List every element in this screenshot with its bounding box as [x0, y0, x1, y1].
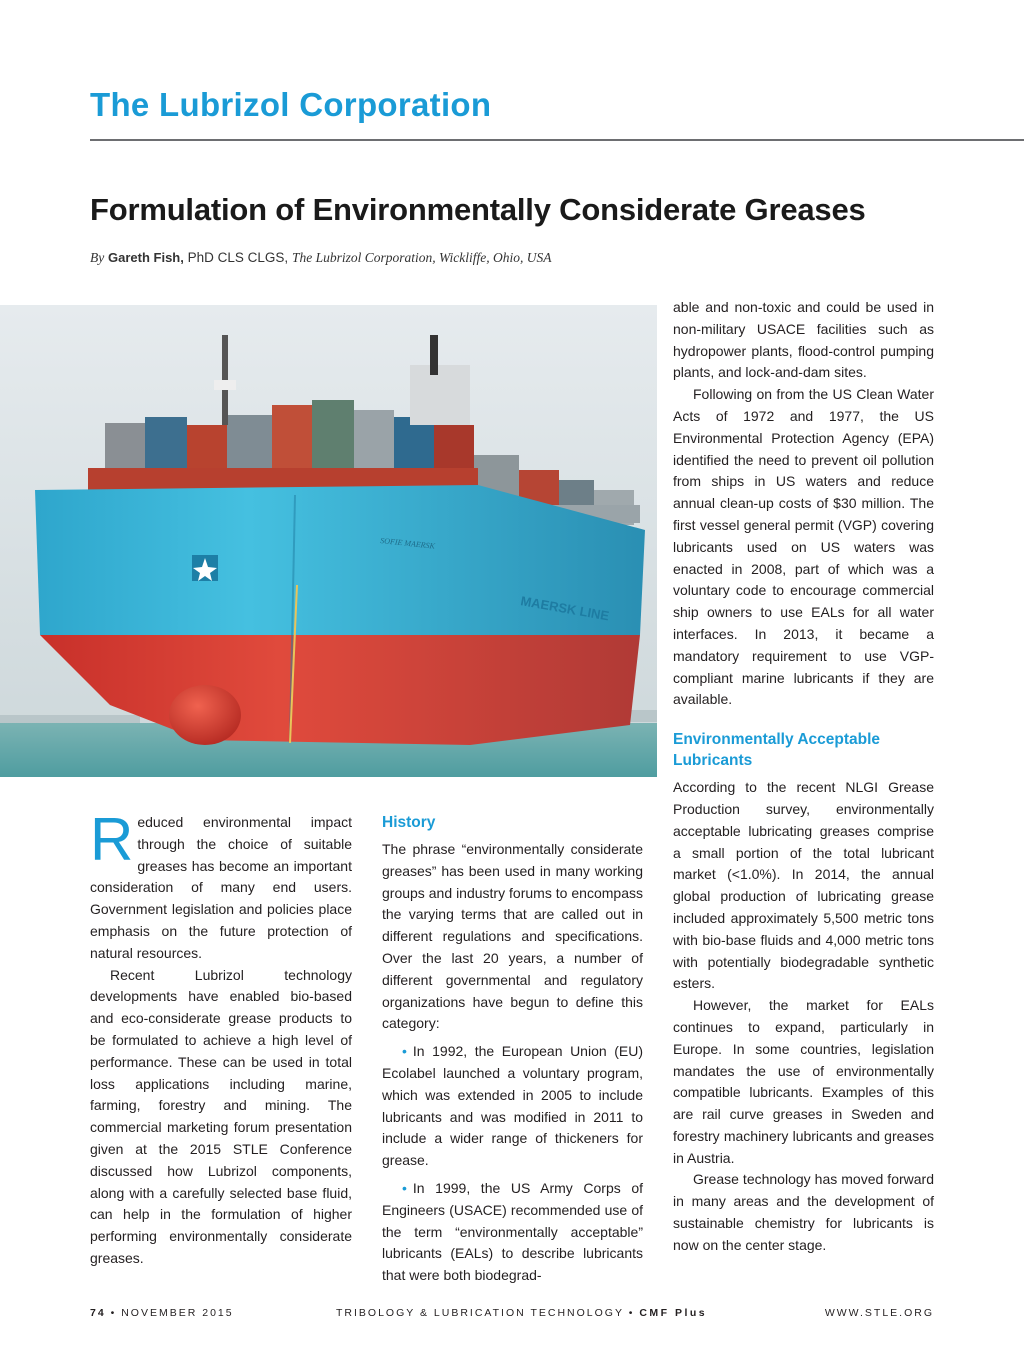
body-paragraph: According to the recent NLGI Grease Production survey, environmentally acceptable lubricating greases comprise a small portion of the total lubricant market (<1.0%). In 2014, the annual global production of lubricating grease included approximately 5,500 metric tons with bio-base fluids and 4,000 metric tons with potentially biodegradable synthetic esters. — [673, 779, 934, 992]
byline-affiliation: The Lubrizol Corporation, Wickliffe, Ohio, USA — [291, 250, 552, 265]
company-title: The Lubrizol Corporation — [90, 86, 492, 123]
body-paragraph: Grease technology has moved forward in many areas and the development of sustainable chemistry for lubricants is now on the center stage. — [673, 1171, 934, 1253]
hull-lettering: MAERSK LINE — [519, 593, 611, 624]
footer-left — [90, 1307, 234, 1319]
container-ship-photo — [0, 305, 657, 777]
footer-center — [336, 1307, 707, 1319]
footer-separator: • — [110, 1307, 117, 1319]
page-number: 74 — [90, 1307, 106, 1319]
issue-date: NOVEMBER 2015 — [121, 1307, 234, 1319]
byline-credentials: PhD CLS CLGS, — [187, 250, 289, 265]
body-paragraph: However, the market for EALs continues to expand, particularly in Europe. In some countries, legislation mandates the use of environmentally compatible lubricants. Examples of this are rail curve greases in Sweden and forestry machinery lubricants and greases in Austria. — [673, 997, 934, 1166]
byline-author: Gareth Fish, — [108, 250, 184, 265]
footer-separator: • — [628, 1307, 635, 1319]
header-divider — [90, 139, 1024, 141]
bullet-icon: • — [402, 1179, 407, 1196]
body-paragraph: able and non-toxic and could be used in non-military USACE facilities such as hydropower plants, flood-control pumping plants, and lock-and-dam sites. — [673, 299, 934, 381]
bullet-item: • In 1992, the European Union (EU) Ecolabel launched a voluntary program, which was extended in 2005 to include lubricants and was modified in 2011 to include a wider range of thickeners for grease. — [382, 1043, 643, 1169]
article-title: Formulation of Environmentally Considerate Greases — [90, 192, 866, 227]
column-2 — [382, 812, 643, 1287]
column-1 — [90, 806, 352, 1270]
section-heading-eal: Environmentally Acceptable Lubricants — [673, 731, 881, 770]
bullet-item: • In 1999, the US Army Corps of Engineers (USACE) recommended use of the term “environmentally acceptable” lubricants (EALs) to describe lubricants that were both biodegrad- — [382, 1179, 643, 1284]
column-3 — [673, 297, 934, 1257]
section-name: CMF Plus — [639, 1307, 708, 1319]
section-heading-history: History — [382, 814, 436, 831]
intro-text: educed environmental impact through the choice of suitable greases has become an important consideration of many end users. Government legislation and policies place emphasis on the future protection of natural resources. — [90, 814, 352, 961]
body-paragraph: Following on from the US Clean Water Acts of 1972 and 1977, the US Environmental Protection Agency (EPA) identified the need to prevent oil pollution from ships in US waters and reduce annual clean-up costs of $30 million. The first vessel general permit (VGP) covering lubricants used on US waters was enacted in 2008, part of which was a voluntary code to encourage commercial ship owners to use EALs for all water interfaces. In 2013, it became a mandatory requirement to use VGP-compliant marine lubricants if they are available. — [673, 386, 934, 708]
bullet-icon: • — [402, 1043, 407, 1060]
ship-name-lettering: SOFIE MAERSK — [379, 536, 436, 551]
intro-paragraph — [90, 806, 352, 965]
byline — [90, 250, 551, 266]
body-paragraph: Recent Lubrizol technology developments have enabled bio-based and eco-considerate grease products to be formulated to achieve a high level of performance. These can be used in total loss applications including marine, farming, forestry and mining. The commercial marketing forum presentation given at the 2015 STLE Conference discussed how Lubrizol components, along with a carefully selected base fluid, can help in the formulation of higher performing environmentally considerate greases. — [90, 966, 352, 1266]
byline-by: By — [90, 250, 105, 265]
website-url: WWW.STLE.ORG — [824, 1307, 934, 1319]
drop-cap: R — [90, 806, 134, 873]
publication-name: TRIBOLOGY & LUBRICATION TECHNOLOGY — [336, 1307, 624, 1319]
page-footer — [90, 1307, 934, 1323]
body-paragraph: The phrase “environmentally considerate greases” has been used in many working groups and industry forums to encompass the varying terms that are called out in different regulations and specifications. Over the last 20 years, a number of different governmental and regulatory organizations have begun to define this category: — [382, 841, 643, 1032]
